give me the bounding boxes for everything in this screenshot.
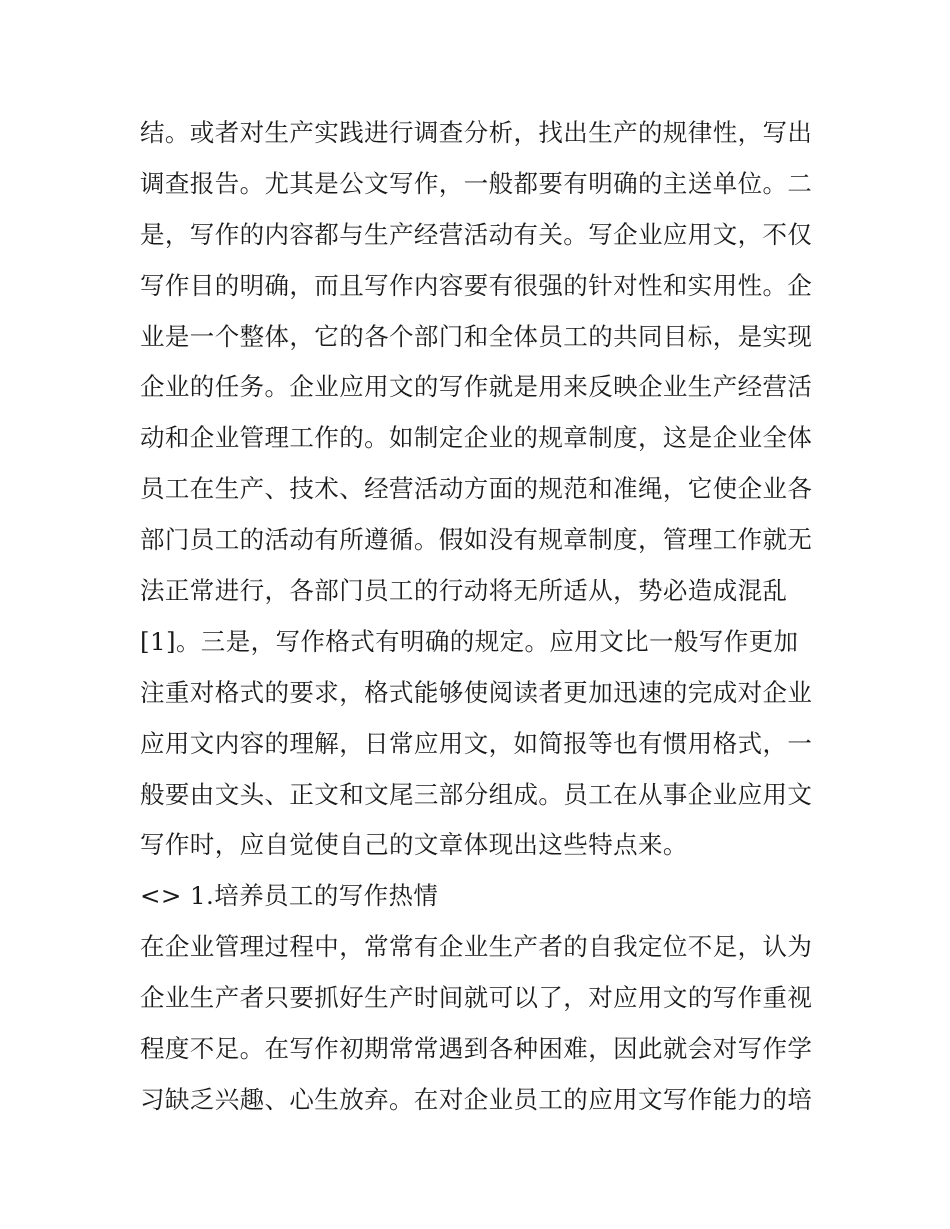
text-line: 业是一个整体，它的各个部门和全体员工的共同目标，是实现 — [140, 321, 813, 351]
text-line: 企业生产者只要抓好生产时间就可以了，对应用文的写作重视 — [140, 983, 813, 1013]
text-line: 是，写作的内容都与生产经营活动有关。写企业应用文，不仅 — [140, 219, 813, 249]
text-line: 写作时，应自觉使自己的文章体现出这些特点来。 — [140, 830, 688, 860]
text-line: 动和企业管理工作的。如制定企业的规章制度，这是企业全体 — [140, 423, 813, 453]
section-heading: <> 1.培养员工的写作热情 — [140, 881, 439, 911]
text-line: 结。或者对生产实践进行调查分析，找出生产的规律性，写出 — [140, 118, 813, 147]
text-line: 般要由文头、正文和文尾三部分组成。员工在从事企业应用文 — [140, 779, 813, 809]
text-line: 应用文内容的理解，日常应用文，如简报等也有惯用格式，一 — [140, 728, 813, 758]
text-line: 部门员工的活动有所遵循。假如没有规章制度，管理工作就无 — [140, 525, 813, 555]
text-line: 员工在生产、技术、经营活动方面的规范和准绳，它使企业各 — [140, 474, 813, 504]
text-line: 在企业管理过程中，常常有企业生产者的自我定位不足，认为 — [140, 932, 813, 962]
text-line: 调查报告。尤其是公文写作，一般都要有明确的主送单位。二 — [140, 168, 813, 198]
text-line: 写作目的明确，而且写作内容要有很强的针对性和实用性。企 — [140, 270, 813, 300]
body-text — [140, 108, 820, 1126]
text-line: 程度不足。在写作初期常常遇到各种困难，因此就会对写作学 — [140, 1034, 813, 1064]
text-line: 注重对格式的要求，格式能够使阅读者更加迅速的完成对企业 — [140, 677, 813, 707]
text-line: 法正常进行，各部门员工的行动将无所适从，势必造成混乱 — [140, 576, 788, 606]
text-line: 习缺乏兴趣、心生放弃。在对企业员工的应用文写作能力的培 — [140, 1084, 813, 1114]
text-line: 企业的任务。企业应用文的写作就是用来反映企业生产经营活 — [140, 372, 813, 402]
text-line: [1]。三是，写作格式有明确的规定。应用文比一般写作更加 — [140, 626, 799, 656]
